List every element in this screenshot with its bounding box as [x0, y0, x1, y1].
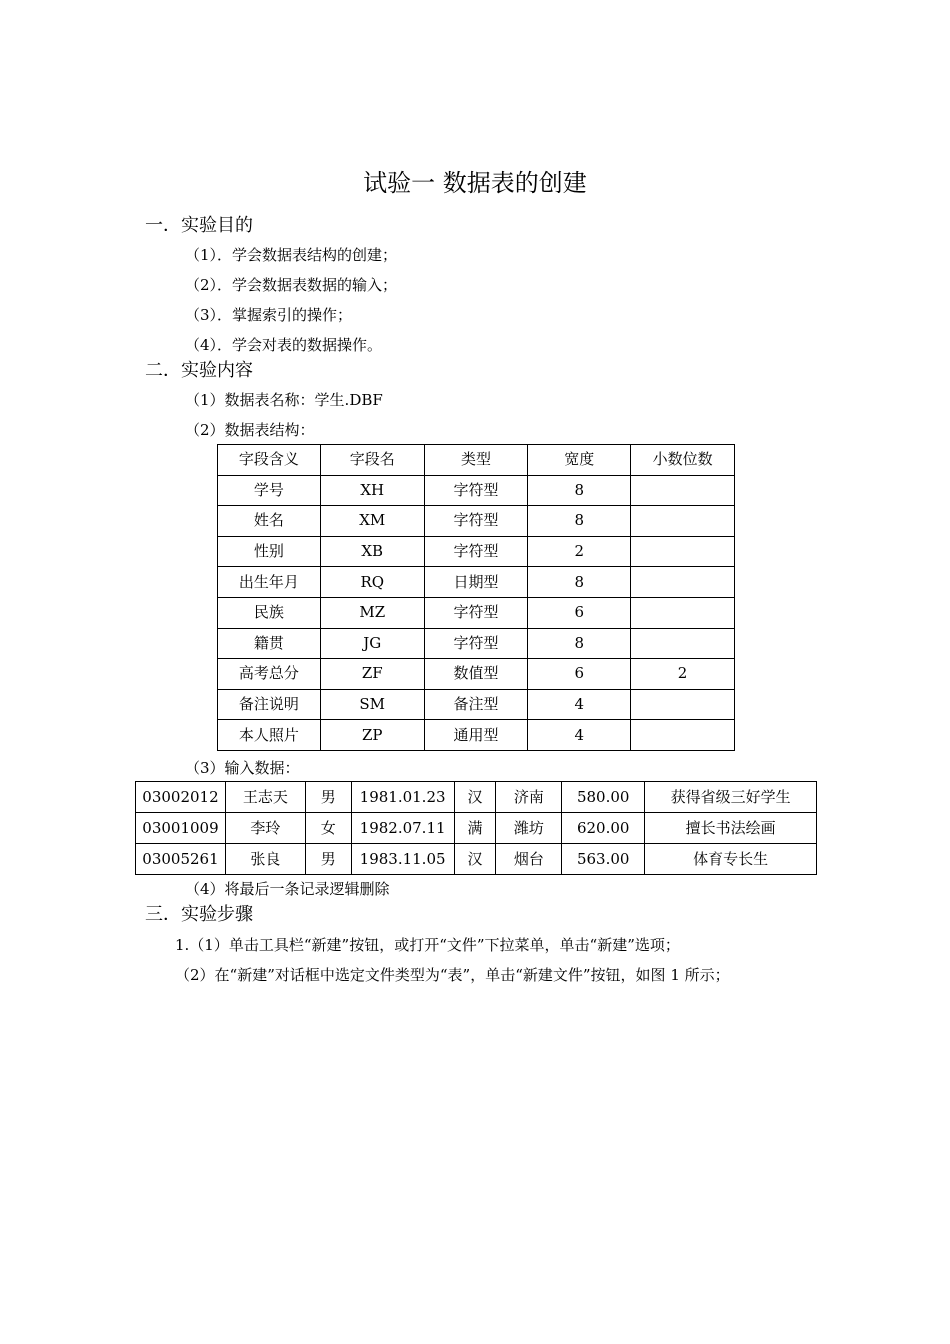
table-row [136, 782, 817, 813]
objective-item: （3）．掌握索引的操作； [185, 306, 353, 324]
structure-label: （2）数据表结构： [185, 421, 315, 439]
table-row [136, 844, 817, 875]
table-cell: 03001009 [136, 813, 226, 844]
table-cell: 03005261 [136, 844, 226, 875]
section-heading-steps: 三．实验步骤 [145, 904, 253, 925]
table-row [218, 536, 735, 567]
table-cell: 出生年月 [218, 567, 321, 598]
table-cell: 女 [305, 813, 351, 844]
table-cell: 姓名 [218, 506, 321, 537]
table-cell: 6 [528, 659, 631, 690]
table-cell: 563.00 [562, 844, 645, 875]
input-data-label: （3）输入数据： [185, 759, 300, 777]
step-item: （2）在“新建”对话框中选定文件类型为“表”，单击“新建文件”按钮，如图 1 所示； [175, 966, 730, 984]
header-cell: 类型 [424, 445, 528, 476]
table-row [218, 659, 735, 690]
header-cell: 字段含义 [218, 445, 321, 476]
header-cell: 字段名 [320, 445, 424, 476]
table-cell: 高考总分 [218, 659, 321, 690]
table-cell: 男 [305, 782, 351, 813]
table-cell [631, 720, 735, 751]
table-header-row [218, 445, 735, 476]
section-heading-content: 二．实验内容 [145, 360, 253, 381]
table-cell: 济南 [496, 782, 562, 813]
step-item: 1.（1）单击工具栏“新建”按钮，或打开“文件”下拉菜单，单击“新建”选项； [175, 936, 680, 954]
table-cell: 擅长书法绘画 [645, 813, 817, 844]
header-cell: 宽度 [528, 445, 631, 476]
table-cell: 6 [528, 597, 631, 628]
table-cell [631, 506, 735, 537]
table-cell: 籍贯 [218, 628, 321, 659]
table-cell: 1983.11.05 [351, 844, 454, 875]
table-cell: 字符型 [424, 475, 528, 506]
table-cell: 620.00 [562, 813, 645, 844]
table-cell: 8 [528, 506, 631, 537]
table-cell: 通用型 [424, 720, 528, 751]
table-cell: 日期型 [424, 567, 528, 598]
table-row [218, 720, 735, 751]
table-cell: JG [320, 628, 424, 659]
section-heading-objectives: 一．实验目的 [145, 215, 253, 236]
table-row [218, 567, 735, 598]
table-cell: 汉 [454, 782, 496, 813]
table-cell [631, 597, 735, 628]
table-cell: 数值型 [424, 659, 528, 690]
table-name-line: （1）数据表名称：学生.DBF [185, 391, 383, 409]
table-cell: SM [320, 689, 424, 720]
table-cell: 1982.07.11 [351, 813, 454, 844]
table-row [218, 689, 735, 720]
table-cell: 8 [528, 628, 631, 659]
table-cell: 潍坊 [496, 813, 562, 844]
table-cell: 1981.01.23 [351, 782, 454, 813]
table-cell [631, 475, 735, 506]
table-cell [631, 689, 735, 720]
data-table [135, 781, 817, 875]
table-cell: 性别 [218, 536, 321, 567]
table-cell: XB [320, 536, 424, 567]
table-row [218, 628, 735, 659]
table-cell: 2 [631, 659, 735, 690]
table-cell: 王志天 [225, 782, 305, 813]
objective-item: （2）．学会数据表数据的输入； [185, 276, 398, 294]
table-cell: 4 [528, 720, 631, 751]
header-cell: 小数位数 [631, 445, 735, 476]
table-cell: 汉 [454, 844, 496, 875]
table-cell [631, 628, 735, 659]
table-row [218, 506, 735, 537]
table-cell: 本人照片 [218, 720, 321, 751]
table-cell: 获得省级三好学生 [645, 782, 817, 813]
objective-item: （1）．学会数据表结构的创建； [185, 246, 398, 264]
table-cell: 备注说明 [218, 689, 321, 720]
table-cell [631, 536, 735, 567]
table-cell: 张良 [225, 844, 305, 875]
table-cell: 李玲 [225, 813, 305, 844]
table-cell: 烟台 [496, 844, 562, 875]
table-cell: XM [320, 506, 424, 537]
table-cell: 民族 [218, 597, 321, 628]
table-cell: 字符型 [424, 597, 528, 628]
table-cell: 备注型 [424, 689, 528, 720]
table-cell: ZP [320, 720, 424, 751]
table-cell: 2 [528, 536, 631, 567]
structure-table [217, 444, 735, 751]
table-cell: 8 [528, 475, 631, 506]
table-row [136, 813, 817, 844]
table-cell: 580.00 [562, 782, 645, 813]
table-cell [631, 567, 735, 598]
table-cell: 字符型 [424, 506, 528, 537]
table-row [218, 597, 735, 628]
table-cell: MZ [320, 597, 424, 628]
table-cell: RQ [320, 567, 424, 598]
table-row [218, 475, 735, 506]
table-cell: 03002012 [136, 782, 226, 813]
table-cell: 字符型 [424, 628, 528, 659]
table-cell: 字符型 [424, 536, 528, 567]
objective-item: （4）．学会对表的数据操作。 [185, 336, 383, 354]
table-cell: ZF [320, 659, 424, 690]
table-cell: 体育专长生 [645, 844, 817, 875]
table-cell: XH [320, 475, 424, 506]
table-cell: 满 [454, 813, 496, 844]
table-cell: 学号 [218, 475, 321, 506]
page-title: 试验一 数据表的创建 [363, 169, 587, 197]
table-cell: 8 [528, 567, 631, 598]
delete-note: （4）将最后一条记录逻辑删除 [185, 880, 390, 898]
table-cell: 4 [528, 689, 631, 720]
table-cell: 男 [305, 844, 351, 875]
